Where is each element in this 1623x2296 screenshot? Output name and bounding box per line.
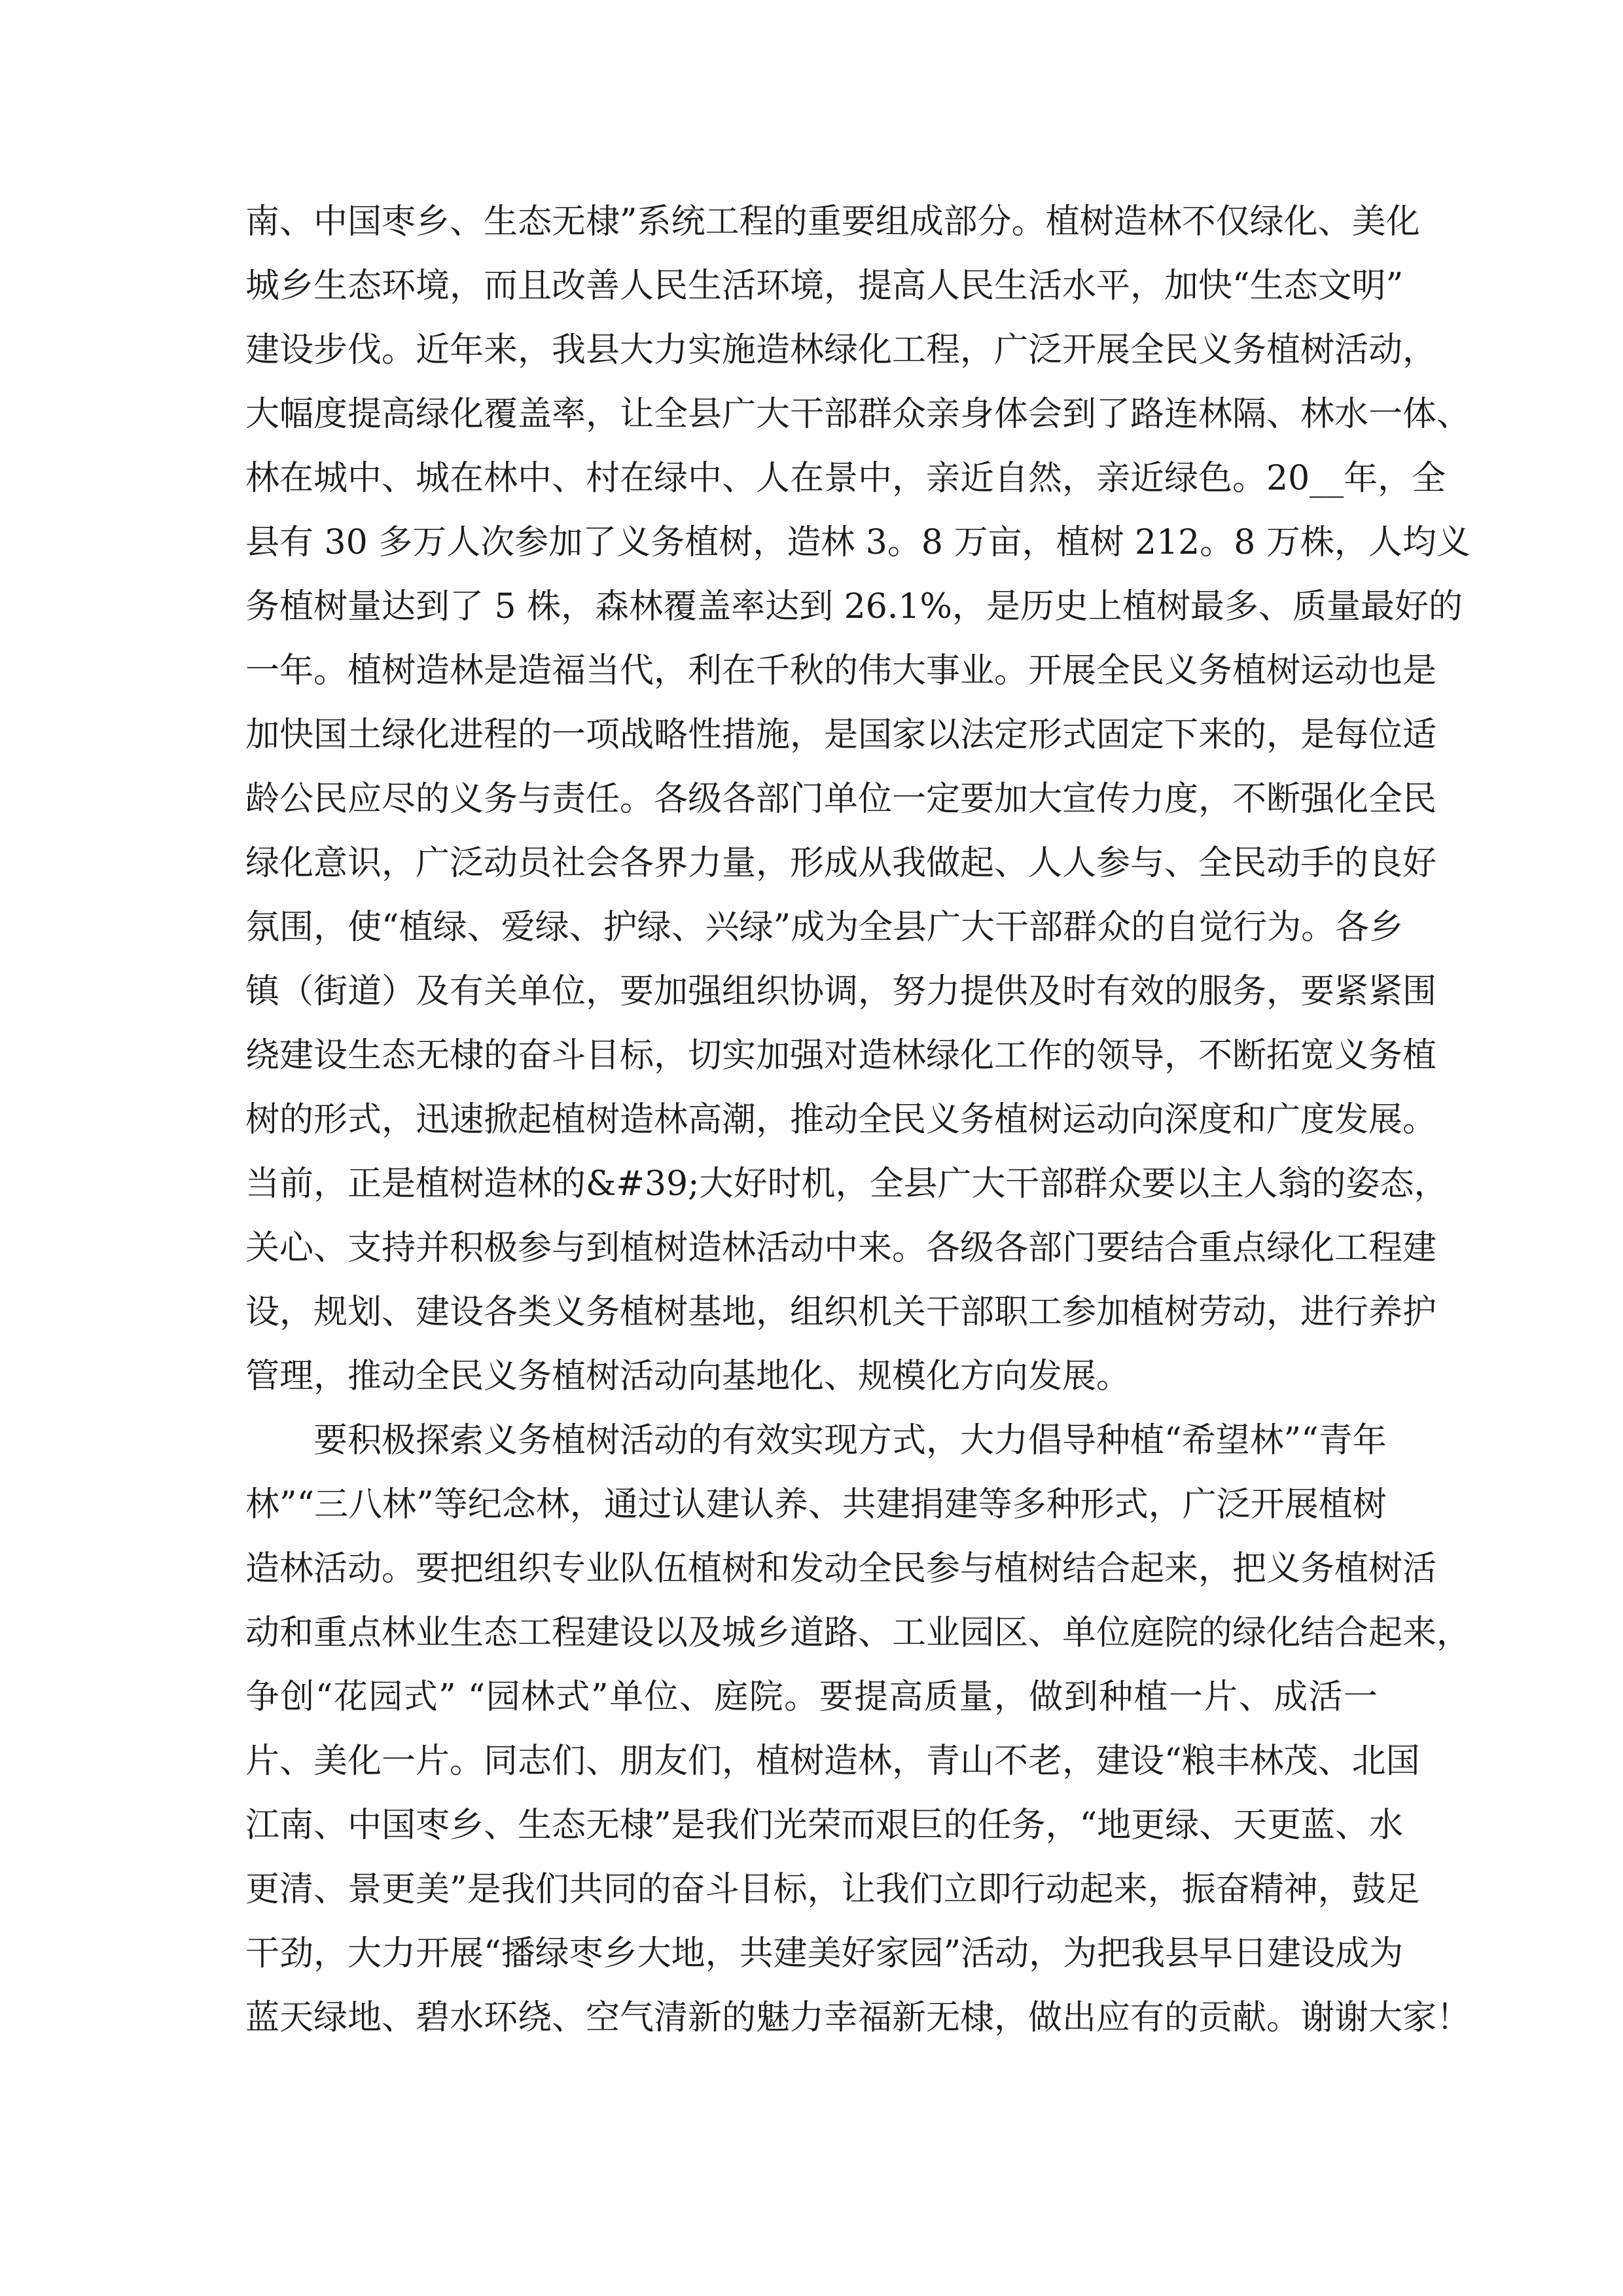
text-line: 务植树量达到了 5 株，森林覆盖率达到 26.1%，是历史上植树最多、质量最好的: [245, 587, 1463, 626]
text-line: 林”“三八林”等纪念林，通过认建认养、共建捐建等多种形式，广泛开展植树: [245, 1485, 1387, 1524]
text-line: 绕建设生态无棣的奋斗目标，切实加强对造林绿化工作的领导，不断拓宽义务植: [245, 1036, 1437, 1075]
text-line: 树的形式，迅速掀起植树造林高潮，推动全民义务植树运动向深度和广度发展。: [245, 1100, 1437, 1139]
text-line: 造林活动。要把组织专业队伍植树和发动全民参与植树结合起来，把义务植树活: [245, 1549, 1437, 1588]
text-line: 一年。植树造林是造福当代，利在千秋的伟大事业。开展全民义务植树运动也是: [245, 651, 1437, 691]
paragraph-1: [245, 190, 1471, 1408]
text-line: 更清、景更美”是我们共同的奋斗目标，让我们立即行动起来，振奋精神，鼓足: [245, 1870, 1420, 1909]
text-line: 管理，推动全民义务植树活动向基地化、规模化方向发展。: [245, 1357, 1131, 1396]
text-line: 大幅度提高绿化覆盖率，让全县广大干部群众亲身体会到了路连林隔、林水一体、: [245, 395, 1471, 434]
text-line: 争创“花园式” “园林式”单位、庭院。要提高质量，做到种植一片、成活一: [245, 1677, 1378, 1717]
text-line: 动和重点林业生态工程建设以及城乡道路、工业园区、单位庭院的绿化结合起来，: [245, 1613, 1471, 1653]
text-line: 蓝天绿地、碧水环绕、空气清新的魅力幸福新无棣，做出应有的贡献。谢谢大家！: [245, 1998, 1471, 2037]
text-line: 片、美化一片。同志们、朋友们，植树造林，青山不老，建设“粮丰林茂、北国: [245, 1742, 1420, 1781]
text-line: 设，规划、建设各类义务植树基地，组织机关干部职工参加植树劳动，进行养护: [245, 1293, 1437, 1332]
paragraph-2: [245, 1408, 1471, 2050]
text-line: 关心、支持并积极参与到植树造林活动中来。各级各部门要结合重点绿化工程建: [245, 1229, 1437, 1268]
text-line: 干劲，大力开展“播绿枣乡大地，共建美好家园”活动，为把我县早日建设成为: [245, 1934, 1404, 1973]
text-line: 要积极探索义务植树活动的有效实现方式，大力倡导种植“希望林”“青年: [245, 1421, 1387, 1460]
text-line: 加快国土绿化进程的一项战略性措施，是国家以法定形式固定下来的，是每位适: [245, 715, 1437, 755]
body-text: [245, 190, 1471, 2050]
text-line: 林在城中、城在林中、村在绿中、人在景中，亲近自然，亲近绿色。20__年，全: [245, 459, 1446, 498]
text-line: 绿化意识，广泛动员社会各界力量，形成从我做起、人人参与、全民动手的良好: [245, 844, 1437, 883]
text-line: 南、中国枣乡、生态无棣”系统工程的重要组成部分。植树造林不仅绿化、美化: [245, 202, 1420, 242]
text-line: 建设步伐。近年来，我县大力实施造林绿化工程，广泛开展全民义务植树活动，: [245, 331, 1437, 370]
text-line: 当前，正是植树造林的&#39;大好时机，全县广大干部群众要以主人翁的姿态，: [245, 1164, 1448, 1204]
text-line: 江南、中国枣乡、生态无棣”是我们光荣而艰巨的任务，“地更绿、天更蓝、水: [245, 1806, 1404, 1845]
text-line: 镇（街道）及有关单位，要加强组织协调，努力提供及时有效的服务，要紧紧围: [245, 972, 1437, 1011]
text-line: 城乡生态环境，而且改善人民生活环境，提高人民生活水平，加快“生态文明”: [245, 266, 1404, 306]
text-line: 龄公民应尽的义务与责任。各级各部门单位一定要加大宣传力度，不断强化全民: [245, 780, 1437, 819]
text-line: 氛围，使“植绿、爱绿、护绿、兴绿”成为全县广大干部群众的自觉行为。各乡: [245, 908, 1404, 947]
text-line: 县有 30 多万人次参加了义务植树，造林 3。8 万亩，植树 212。8 万株，人均义: [245, 523, 1471, 562]
